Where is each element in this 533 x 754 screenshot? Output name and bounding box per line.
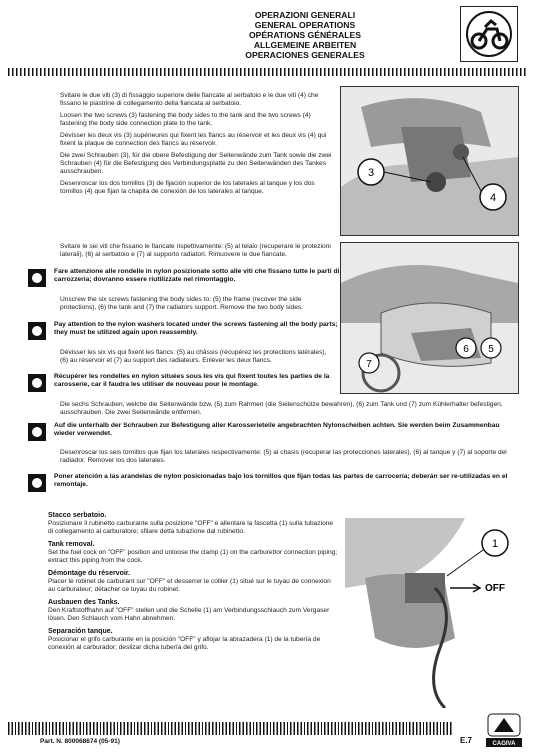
off-label: OFF xyxy=(485,583,505,594)
section2-en xyxy=(60,296,335,312)
warning-en xyxy=(28,321,340,340)
warning-fr xyxy=(28,373,340,392)
warning-de-text: Auf die unterhalb der Schrauben zur Befestigung aller Karosserieteile angebrachten Nylonscheiben achten. Sie werden beim Zusammenbau wieder verwendet. xyxy=(54,422,500,437)
warning-it-text: Fare attenzione alle rondelle in nylon posizionate sotto alle viti che fissano tutte le parti di carrozzeria; dovranno essere riutilizzate nel rimontaggio. xyxy=(54,268,340,283)
section2-it-text: Svitare le sei viti che fissano le fiancate rispettivamente: (5) al telaio (recuperare le protezioni laterali), (6) al serbatoio e (7) al supporto radiatori. Rimuovere le due fiancate. xyxy=(60,243,331,258)
page-header xyxy=(210,10,400,60)
figure-fuel-cock xyxy=(345,518,517,708)
section1-de: Die zwei Schrauben (3), für die obere Befestigung der Seitenwände zum Tank sowie die zwei Schrauben (4) für die Befestigung des Verbindungsplatte zu den Seitenwänden des Tankes ausschrauben. xyxy=(60,152,332,175)
top-rule xyxy=(8,68,526,76)
section1-fr: Dévisser les deux vis (3) supérieures qui fixent les flancs au réservoir et les deux vis (4) qui fixent la plaque de connection des flancs au réservoir. xyxy=(60,132,327,147)
section2-es xyxy=(60,449,520,465)
warning-it xyxy=(28,268,340,287)
tank-removal-en-text: Set the fuel cock on "OFF" position and unloose the clamp (1) on the carburettor connection piping; extract this piping from the cock. xyxy=(48,549,338,564)
tank-removal-it-heading: Stacco serbatoio. xyxy=(48,512,107,519)
brand-text: CAGIVA xyxy=(492,741,516,747)
warning-icon xyxy=(28,269,46,287)
warning-icon xyxy=(28,423,46,441)
callout-5: 5 xyxy=(488,344,494,355)
bottom-rule xyxy=(8,722,453,735)
section2-fr-text: Dévisser les six vis qui fixent les flancs: (5) au châssis (récupérez les protections latérales), (6) au réservoir et (7) au support des radiateurs. Enlever les deux flancs. xyxy=(60,349,327,364)
warning-icon xyxy=(28,474,46,492)
tank-removal-en-heading: Tank removal. xyxy=(48,541,95,548)
section1-es: Desenroscar los dos tornillos (3) de fijación superior de los laterales al tanque y los dos tornillos (4) que fijan la chapita de conexión de los laterales al tanque. xyxy=(60,180,315,195)
section3-text xyxy=(48,512,338,657)
warning-de xyxy=(28,422,520,441)
brand-logo xyxy=(484,712,524,748)
section1-it: Svitare le due viti (3) di fissaggio superiore delle fiancate al serbatoio e le due viti (4) che fissano le piastrine di collegamento della fiancata al serbatoio. xyxy=(60,92,319,107)
tank-removal-fr-text: Placer le robinet de carburant sur "OFF" et desserrer le collier (1) situé sur le tuyau de connexion au carburateur; détacher ce tuyau du robinet. xyxy=(48,578,331,593)
callout-7: 7 xyxy=(366,359,372,370)
warning-fr-text: Récupérer les rondelles en nylon situées sous les vis qui fixent toutes les parties de la carosserie, car il faudra les utiliser de nouveau pour le montage. xyxy=(54,373,330,388)
tank-removal-fr-heading: Démontage du réservoir. xyxy=(48,570,131,577)
title-it: OPERAZIONI GENERALI xyxy=(254,10,356,20)
warning-icon xyxy=(28,374,46,392)
section2-it xyxy=(60,243,335,263)
section1-en: Loosen the two screws (3) fastening the body sides to the tank and the two screws (4) fastening the body side connection plate to the tank. xyxy=(60,112,311,127)
callout-3: 3 xyxy=(367,167,375,179)
title-es: OPERACIONES GENERALES xyxy=(245,50,365,60)
section1-text xyxy=(60,92,335,200)
callout-6: 6 xyxy=(463,344,469,355)
warning-en-text: Pay attention to the nylon washers located under the screws fastening all the body parts; they must be utilized again upon reassembly. xyxy=(54,321,338,336)
warning-icon xyxy=(28,322,46,340)
tank-removal-de-text: Den Kraftstoffhahn auf "OFF" stellen und die Schelle (1) am Verbindungsschlauch zum Vergaser lösen. Den Schlauch vom Hahn abnehmen. xyxy=(48,607,330,622)
part-number: Part. N. 800068674 (05-91) xyxy=(40,738,120,745)
figure-body-sides xyxy=(340,242,519,394)
warning-es-text: Poner atención a las arandelas de nylon posicionadas bajo los tornillos que fijan todas las partes de carrocería; deberán ser re-utilizadas en el remontaje. xyxy=(54,473,508,488)
section2-es-text: Desenroscar los seis tornillos que fijan los laterales respectivamente: (5) al chasis (recuperar las protecciones laterales), (6) al tanque y (7) al soporte del radiador. Remover los dos laterales. xyxy=(60,449,507,464)
warning-es xyxy=(28,473,520,492)
section2-en-text: Unscrew the six screws fastening the body sides to: (5) the frame (recover the side protections), (6) the tank and (7) the radiators support. Remove the two body sides. xyxy=(60,296,303,311)
title-de: ALLGEMEINE ARBEITEN xyxy=(253,40,357,50)
section2-fr xyxy=(60,349,335,365)
figure-tank-screws xyxy=(340,86,519,236)
title-en: GENERAL OPERATIONS xyxy=(254,20,356,30)
callout-4: 4 xyxy=(489,192,497,204)
section2-de xyxy=(60,401,520,417)
tank-removal-de-heading: Ausbauen des Tanks. xyxy=(48,599,120,606)
title-fr: OPÉRATIONS GÉNÉRALES xyxy=(248,30,362,40)
tank-removal-es-text: Posicionar el grifo carburante en la posición "OFF" y aflojar la abrazadera (1) de la tubería de conexión al carburador; deslizar dicha tubería del grifo. xyxy=(48,636,321,651)
section2-de-text: Die sechs Schrauben, welche die Seitenwände bzw. (5) zum Rahmen (die Seitenschütze bewahren), (6) zum Tank und (7) zum Kühlerhalter befestigen, ausschrauben. Die zwei Seitenwände entfernen. xyxy=(60,401,503,416)
page-number: E.7 xyxy=(460,736,473,745)
motorcycle-icon xyxy=(460,6,518,62)
tank-removal-es-heading: Separación tanque. xyxy=(48,628,113,635)
callout-1: 1 xyxy=(491,538,499,550)
tank-removal-it-text: Posizionare il rubinetto carburante sulla posizione "OFF" e allentare la fascetta (1) sulla tubazione di collegamento al carburatore; sfilare detta tubazione dal rubinetto. xyxy=(48,520,334,535)
